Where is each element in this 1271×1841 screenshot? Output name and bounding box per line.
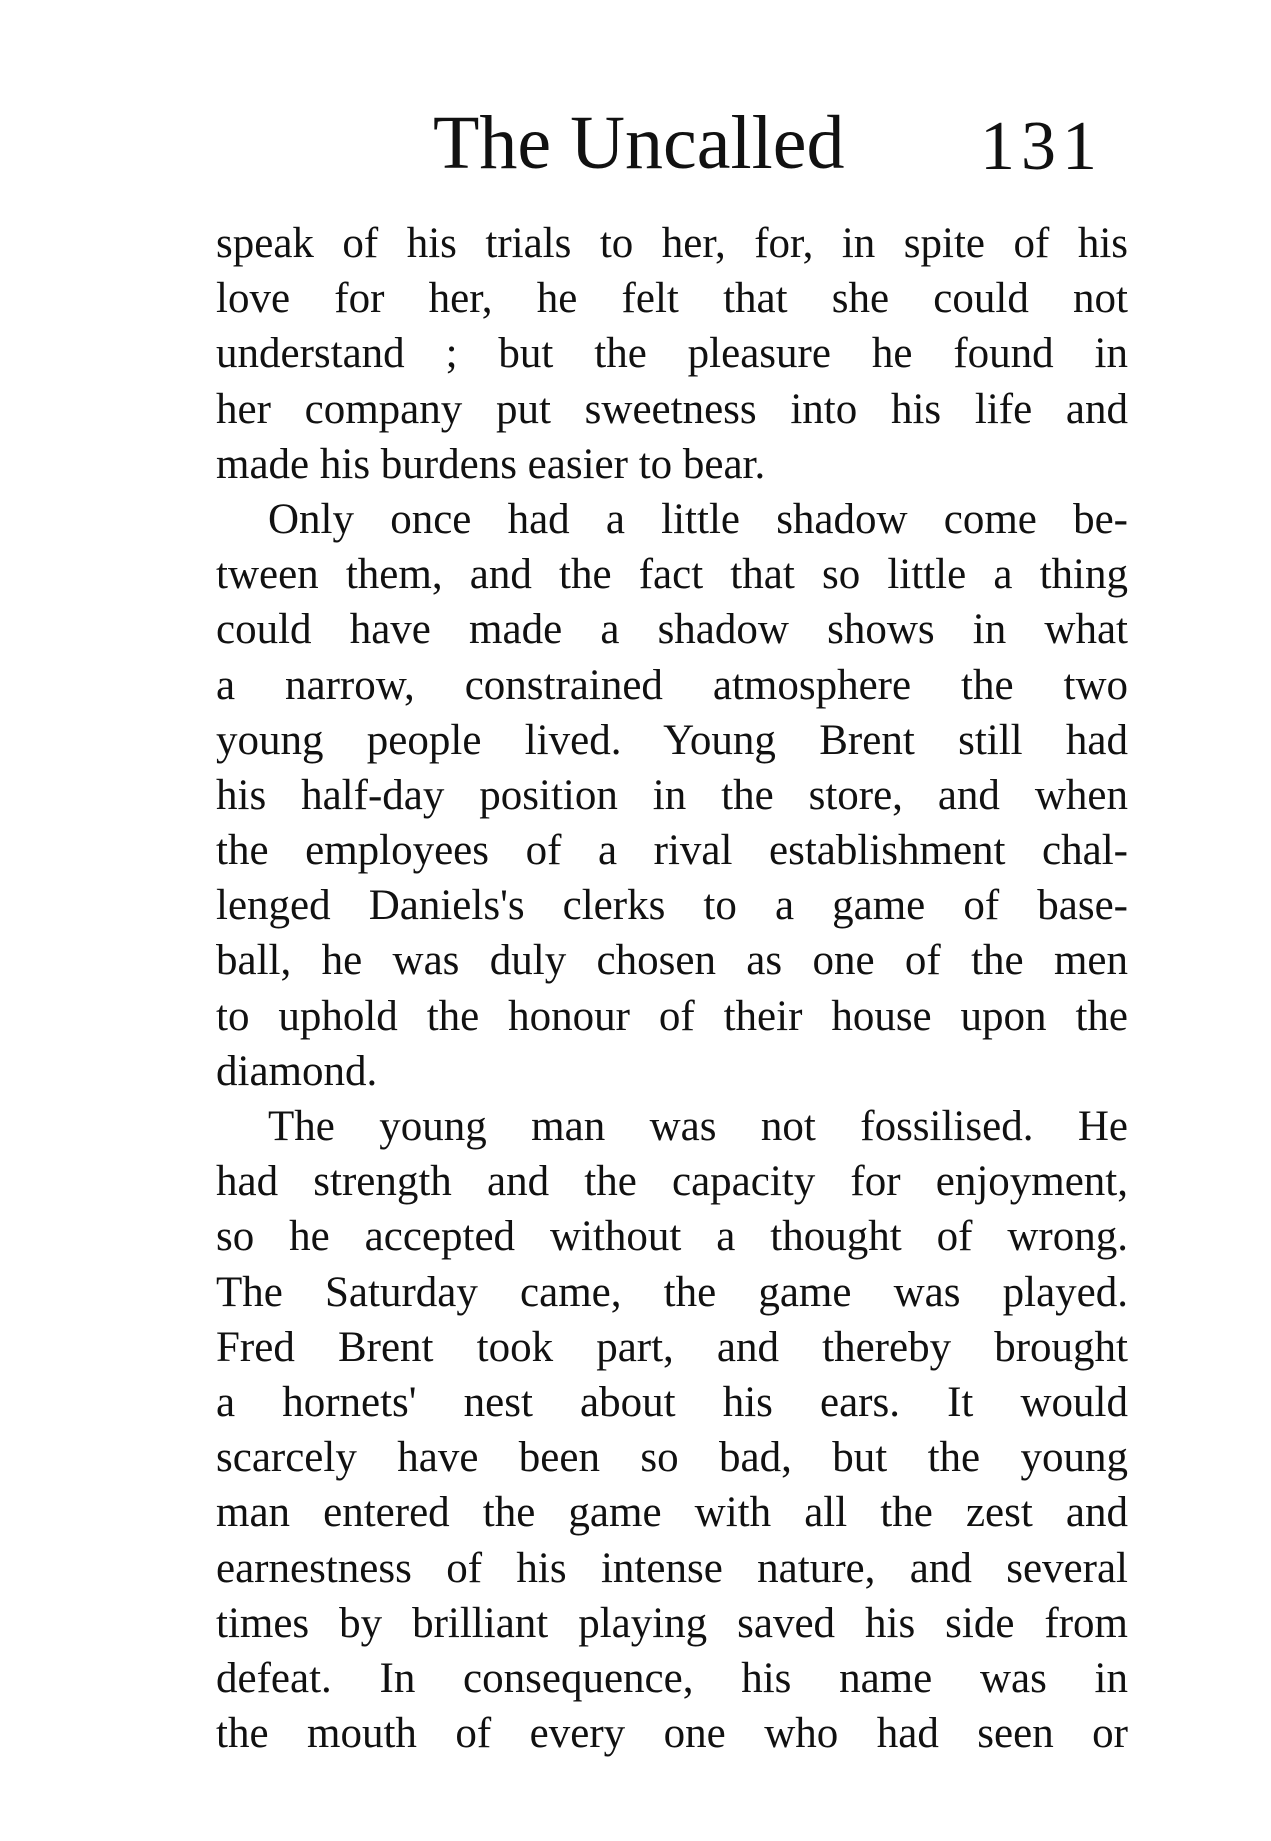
page-number: 131	[980, 108, 1103, 185]
text-line: her company put sweetness into his life and	[216, 385, 1128, 433]
text-line: understand ; but the pleasure he found in	[216, 330, 1128, 378]
text-line: The young man was not fossilised. He	[268, 1103, 1128, 1150]
text-line: scarcely have been so bad, but the young	[216, 1434, 1128, 1482]
text-line: Fred Brent took part, and thereby brought	[216, 1323, 1128, 1371]
text-line: the employees of a rival establishment chal-	[216, 827, 1128, 875]
text-line: could have made a shadow shows in what	[216, 606, 1128, 654]
text-line: so he accepted without a thought of wrong.	[216, 1213, 1128, 1261]
running-head	[425, 98, 1125, 188]
text-line: a narrow, constrained atmosphere the two	[216, 661, 1128, 709]
text-line: man entered the game with all the zest and	[216, 1489, 1128, 1537]
text-line: times by brilliant playing saved his side from	[216, 1599, 1128, 1647]
text-line: defeat. In consequence, his name was in	[216, 1654, 1128, 1702]
text-line: diamond.	[216, 1047, 378, 1095]
text-line: tween them, and the fact that so little a thing	[216, 551, 1128, 599]
text-line: had strength and the capacity for enjoyment,	[216, 1158, 1128, 1206]
text-line: earnestness of his intense nature, and several	[216, 1544, 1128, 1592]
text-line: young people lived. Young Brent still had	[216, 716, 1128, 764]
text-line: his half-day position in the store, and when	[216, 771, 1128, 819]
text-line: lenged Daniels's clerks to a game of base-	[216, 882, 1128, 930]
body-text	[216, 216, 1128, 1761]
text-line: the mouth of every one who had seen or	[216, 1710, 1128, 1758]
text-line: a hornets' nest about his ears. It would	[216, 1378, 1128, 1426]
text-line: Only once had a little shadow come be-	[268, 495, 1128, 543]
text-line: to uphold the honour of their house upon the	[216, 992, 1128, 1040]
text-line: ball, he was duly chosen as one of the men	[216, 937, 1128, 985]
text-line: love for her, he felt that she could not	[216, 275, 1128, 323]
book-title: The Uncalled	[433, 101, 845, 185]
text-line: speak of his trials to her, for, in spite of his	[216, 220, 1128, 267]
text-line: made his burdens easier to bear.	[216, 440, 766, 488]
text-line: The Saturday came, the game was played.	[216, 1268, 1128, 1316]
